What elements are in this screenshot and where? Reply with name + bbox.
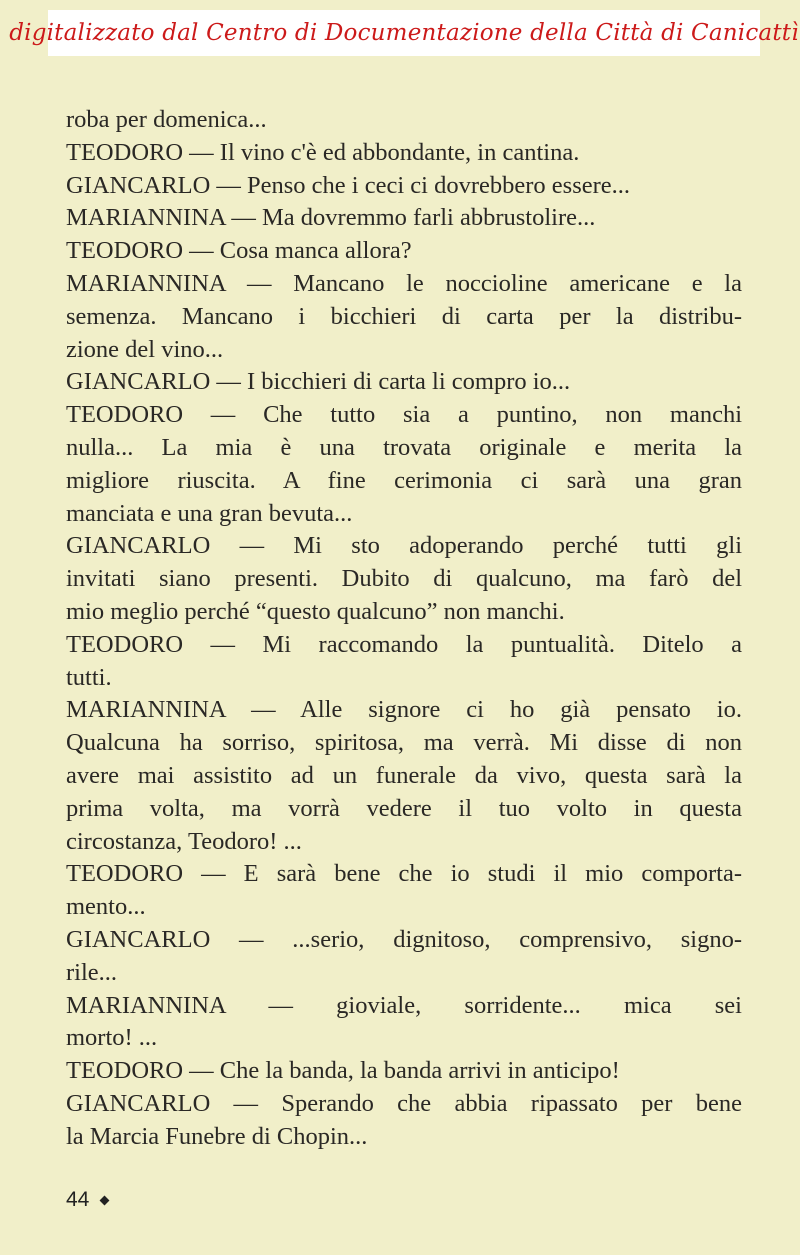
text-line: rile... [66, 958, 118, 986]
text-line: TEODORO — Che tutto sia a puntino, non manchi [66, 401, 742, 429]
diamond-ornament-icon [100, 1195, 110, 1205]
text-line: TEODORO — Cosa manca allora? [66, 237, 412, 265]
text-line: TEODORO — E sarà bene che io studi il mio comporta- [66, 860, 742, 888]
text-line: la Marcia Funebre di Chopin... [66, 1122, 368, 1150]
text-line: GIANCARLO — Mi sto adoperando perché tutti gli [66, 532, 742, 560]
text-line: mio meglio perché “questo qualcuno” non manchi. [66, 597, 565, 625]
text-line: mento... [66, 893, 146, 921]
text-line: GIANCARLO — I bicchieri di carta li compro io... [66, 368, 571, 396]
text-line: MARIANNINA — Ma dovremmo farli abbrustolire... [66, 204, 596, 232]
text-line: avere mai assistito ad un funerale da vivo, questa sarà la [66, 761, 742, 789]
text-line: zione del vino... [66, 335, 224, 363]
text-line: MARIANNINA — Alle signore ci ho già pensato io. [66, 696, 742, 724]
text-line: GIANCARLO — Sperando che abbia ripassato per bene [66, 1089, 742, 1117]
text-line: invitati siano presenti. Dubito di qualcuno, ma farò del [66, 565, 742, 593]
text-line: Qualcuna ha sorriso, spiritosa, ma verrà. Mi disse di non [66, 729, 742, 757]
text-line: GIANCARLO — Penso che i ceci ci dovrebbero essere... [66, 171, 631, 199]
text-line: TEODORO — Il vino c'è ed abbondante, in cantina. [66, 138, 580, 166]
text-line: manciata e una gran bevuta... [66, 499, 353, 527]
text-line: tutti. [66, 663, 112, 691]
text-line: prima volta, ma vorrà vedere il tuo volto in questa [66, 794, 742, 822]
text-line: GIANCARLO — ...serio, dignitoso, comprensivo, signo- [66, 925, 742, 953]
text-line: semenza. Mancano i bicchieri di carta per la distribu- [66, 302, 742, 330]
text-line: migliore riuscita. A fine cerimonia ci sarà una gran [66, 466, 742, 494]
text-line: roba per domenica... [66, 106, 267, 133]
text-line: nulla... La mia è una trovata originale e merita la [66, 433, 742, 461]
page-number: 44 [66, 1188, 90, 1211]
text-line: MARIANNINA — Mancano le noccioline americane e la [66, 269, 742, 297]
script-text [66, 104, 742, 1154]
text-line: TEODORO — Mi raccomando la puntualità. Ditelo a [66, 630, 742, 658]
text-line: circostanza, Teodoro! ... [66, 827, 302, 855]
digitization-watermark: digitalizzato dal Centro di Documentazione della Città di Canicattì [48, 10, 760, 56]
text-line: MARIANNINA — gioviale, sorridente... mica sei [66, 991, 742, 1019]
page-footer [66, 1188, 108, 1212]
text-line: TEODORO — Che la banda, la banda arrivi in anticipo! [66, 1057, 620, 1085]
text-line: morto! ... [66, 1024, 158, 1052]
